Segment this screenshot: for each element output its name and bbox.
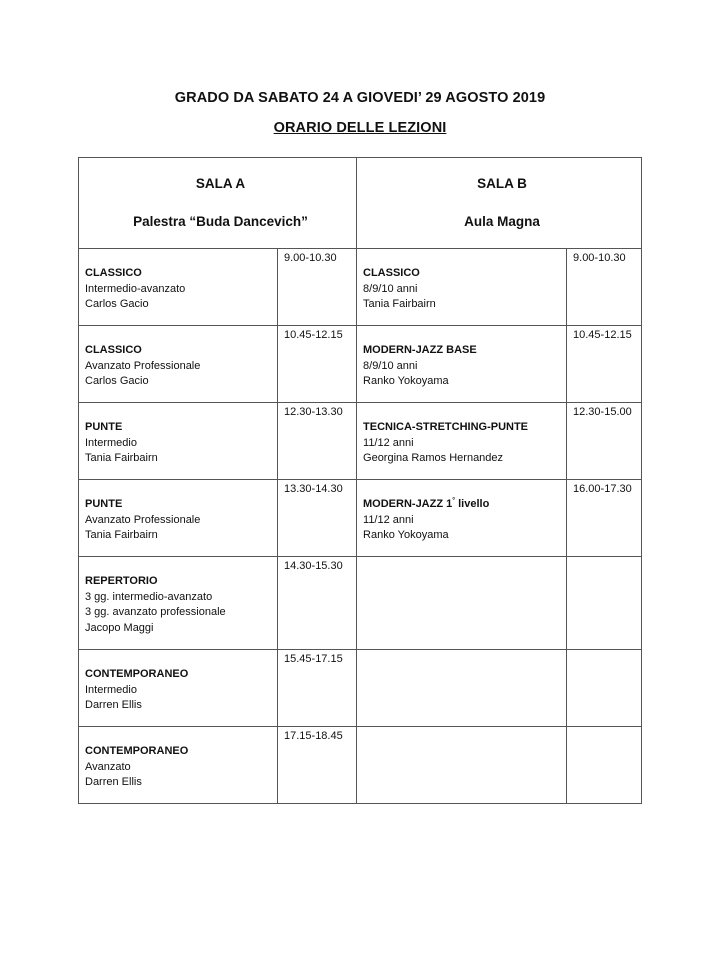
lesson-cell-a — [79, 727, 278, 804]
lesson-time: 10.45-12.15 — [284, 329, 343, 341]
table-header-row — [79, 158, 642, 249]
sala-a-place: Palestra “Buda Dancevich” — [133, 213, 308, 229]
course-level-2: 3 gg. avanzato professionale — [85, 606, 226, 618]
course-name: CONTEMPORANEO — [85, 745, 189, 757]
teacher-name: Carlos Gacio — [85, 298, 149, 310]
course-name: MODERN-JAZZ BASE — [363, 344, 477, 356]
page-subtitle: ORARIO DELLE LEZIONI — [273, 120, 447, 136]
empty-cell-b — [357, 727, 567, 804]
course-level: 11/12 anni — [363, 436, 414, 449]
teacher-name: Carlos Gacio — [85, 375, 149, 387]
lesson-cell-a — [79, 480, 278, 557]
course-level: Intermedio-avanzato — [85, 282, 186, 295]
empty-time-cell-b — [567, 650, 642, 727]
time-cell-a — [278, 403, 357, 480]
time-cell-a — [278, 650, 357, 727]
course-name: PUNTE — [85, 421, 123, 433]
empty-time-cell-b — [567, 557, 642, 650]
lesson-cell-a — [79, 557, 278, 650]
teacher-name: Tania Fairbairn — [85, 529, 158, 541]
course-name: CONTEMPORANEO — [85, 668, 189, 680]
lesson-time: 10.45-12.15 — [573, 329, 632, 341]
lesson-cell-b — [357, 326, 567, 403]
lesson-cell-a — [79, 249, 278, 326]
course-degree-sup: ° — [452, 497, 456, 505]
course-level: 3 gg. intermedio-avanzato — [85, 590, 213, 603]
lesson-time: 12.30-13.30 — [284, 406, 343, 418]
course-level: Intermedio — [85, 683, 137, 696]
teacher-name: Ranko Yokoyama — [363, 529, 449, 541]
lesson-time: 14.30-15.30 — [284, 560, 343, 572]
course-name — [363, 497, 566, 513]
lesson-cell-b — [357, 249, 567, 326]
teacher-name: Darren Ellis — [85, 699, 142, 711]
course-level: 8/9/10 anni — [363, 359, 418, 372]
time-cell-b — [567, 326, 642, 403]
course-name: PUNTE — [85, 498, 123, 510]
empty-cell-b — [357, 557, 567, 650]
course-level: Avanzato Professionale — [85, 359, 201, 372]
lesson-cell-a — [79, 403, 278, 480]
teacher-name: Jacopo Maggi — [85, 621, 154, 634]
teacher-name: Ranko Yokoyama — [363, 375, 449, 387]
teacher-name: Georgina Ramos Hernandez — [363, 452, 504, 464]
time-cell-b — [567, 249, 642, 326]
table-row — [79, 403, 642, 480]
lesson-time: 16.00-17.30 — [573, 483, 632, 495]
time-cell-a — [278, 727, 357, 804]
teacher-name: Darren Ellis — [85, 776, 142, 788]
lesson-cell-a — [79, 650, 278, 727]
time-cell-a — [278, 480, 357, 557]
course-name: CLASSICO — [85, 267, 142, 279]
table-row — [79, 557, 642, 650]
table-row — [79, 326, 642, 403]
schedule-table — [78, 157, 642, 804]
time-cell-a — [278, 249, 357, 326]
table-row — [79, 249, 642, 326]
lesson-time: 13.30-14.30 — [284, 483, 343, 495]
course-name: CLASSICO — [85, 344, 142, 356]
course-level: Avanzato — [85, 760, 131, 773]
course-name-main: MODERN-JAZZ 1 — [363, 498, 453, 510]
course-name-suffix: livello — [455, 498, 490, 510]
sala-b-name: SALA B — [477, 176, 527, 191]
time-cell-a — [278, 557, 357, 650]
lesson-time: 9.00-10.30 — [573, 252, 626, 264]
time-cell-b — [567, 403, 642, 480]
course-level: Avanzato Professionale — [85, 513, 201, 526]
sala-a-header — [79, 158, 357, 249]
course-level: 8/9/10 anni — [363, 282, 418, 295]
lesson-time: 9.00-10.30 — [284, 252, 337, 264]
lesson-cell-b — [357, 403, 567, 480]
page-title: GRADO DA SABATO 24 A GIOVEDI’ 29 AGOSTO 2019 — [174, 90, 546, 106]
empty-time-cell-b — [567, 727, 642, 804]
lesson-cell-b — [357, 480, 567, 557]
table-row — [79, 480, 642, 557]
table-row — [79, 650, 642, 727]
course-level: Intermedio — [85, 436, 137, 449]
empty-cell-b — [357, 650, 567, 727]
course-name: TECNICA-STRETCHING-PUNTE — [363, 421, 529, 433]
lesson-cell-a — [79, 326, 278, 403]
course-level: 11/12 anni — [363, 513, 414, 526]
lesson-time: 12.30-15.00 — [573, 406, 632, 418]
time-cell-a — [278, 326, 357, 403]
time-cell-b — [567, 480, 642, 557]
table-row — [79, 727, 642, 804]
sala-b-place: Aula Magna — [464, 213, 540, 229]
sala-a-name: SALA A — [195, 176, 246, 191]
lesson-time: 17.15-18.45 — [284, 730, 343, 742]
teacher-name: Tania Fairbairn — [85, 452, 158, 464]
lesson-time: 15.45-17.15 — [284, 653, 343, 665]
sala-b-header — [357, 158, 642, 249]
course-name: CLASSICO — [363, 267, 420, 279]
teacher-name: Tania Fairbairn — [363, 298, 436, 310]
course-name: REPERTORIO — [85, 575, 158, 587]
